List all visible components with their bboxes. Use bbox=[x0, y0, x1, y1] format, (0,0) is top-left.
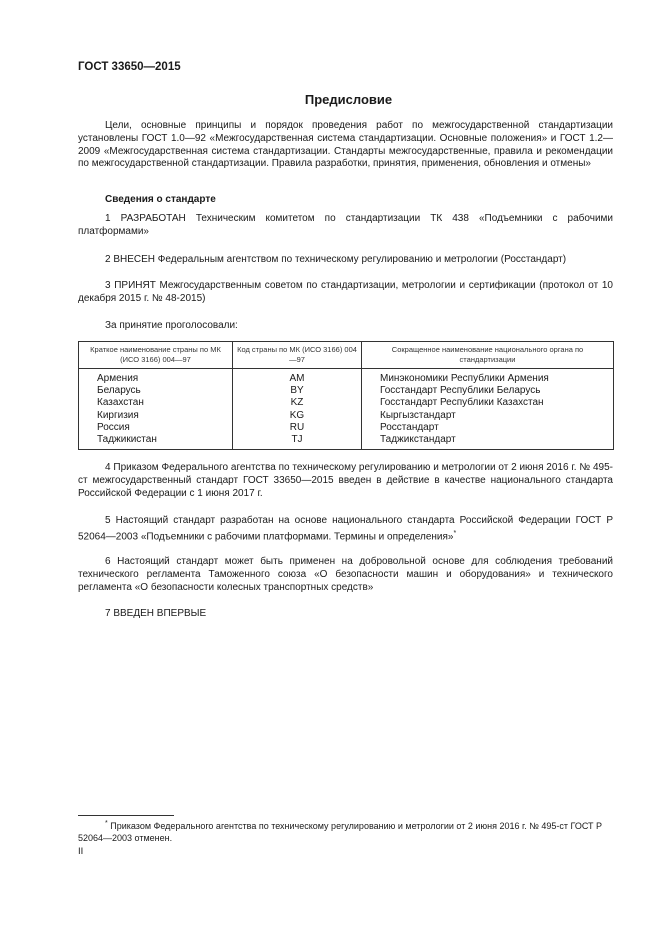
cell-code: KZ bbox=[233, 397, 362, 409]
table-header-row bbox=[79, 342, 614, 369]
footnote bbox=[78, 818, 613, 844]
cell-code: AM bbox=[233, 369, 362, 386]
cell-country: Россия bbox=[79, 422, 233, 434]
cell-country: Армения bbox=[79, 369, 233, 386]
item-2: 2 ВНЕСЕН Федеральным агентством по техническому регулированию и метрологии (Росстандарт) bbox=[105, 254, 567, 265]
item-6: 6 Настоящий стандарт может быть применен на добровольной основе для соблюдения требований технического регламента Таможенного союза «О безопасности машин и оборудования» и технического регламента «О безопасности колесных транспортных средств» bbox=[78, 556, 613, 593]
cell-body: Госстандарт Республики Казахстан bbox=[362, 397, 614, 409]
cell-code: TJ bbox=[233, 434, 362, 450]
standard-code-header: ГОСТ 33650—2015 bbox=[78, 61, 181, 73]
cell-body: Минэкономики Республики Армения bbox=[362, 369, 614, 386]
page-title: Предисловие bbox=[304, 92, 393, 107]
cell-body: Госстандарт Республики Беларусь bbox=[362, 385, 614, 397]
voting-table bbox=[78, 341, 614, 450]
intro-paragraph: Цели, основные принципы и порядок проведения работ по межгосударственной стандартизации установлены ГОСТ 1.0—92 «Межгосударственная система стандартизации. Основные положения» и ГОСТ 1.2—2009 «Межгосударственная система стандартизации. Стандарты межгосударственные, правила и рекомендации по межгосударственной стандартизации. Правила разработки, принятия, применения, обновления и отмены» bbox=[78, 120, 613, 170]
cell-country: Таджикистан bbox=[79, 434, 233, 450]
voted-label: За принятие проголосовали: bbox=[105, 320, 238, 331]
header-code: Код страны по МК (ИСО 3166) 004—97 bbox=[233, 342, 362, 369]
cell-country: Казахстан bbox=[79, 397, 233, 409]
item-4: 4 Приказом Федерального агентства по техническому регулированию и метрологии от 2 июня 2016 г. № 495-ст межгосударственный стандарт ГОСТ 33650—2015 введен в действие в качестве национального стандарта Российской Федерации с 1 июня 2017 г. bbox=[78, 462, 613, 499]
footnote-separator bbox=[78, 815, 174, 816]
cell-country: Киргизия bbox=[79, 410, 233, 422]
table-row bbox=[79, 410, 614, 422]
cell-code: BY bbox=[233, 385, 362, 397]
cell-body: Кыргызстандарт bbox=[362, 410, 614, 422]
item-3: 3 ПРИНЯТ Межгосударственным советом по стандартизации, метрологии и сертификации (протокол от 10 декабря 2015 г. № 48-2015) bbox=[78, 280, 613, 304]
cell-code: KG bbox=[233, 410, 362, 422]
table-row bbox=[79, 422, 614, 434]
item-1: 1 РАЗРАБОТАН Техническим комитетом по стандартизации ТК 438 «Подъемники с рабочими платформами» bbox=[78, 213, 613, 237]
cell-code: RU bbox=[233, 422, 362, 434]
cell-body: Таджикстандарт bbox=[362, 434, 614, 450]
footnote-reference: * bbox=[453, 529, 457, 537]
cell-country: Беларусь bbox=[79, 385, 233, 397]
header-body: Сокращенное наименование национального органа по стандартизации bbox=[362, 342, 614, 369]
item-5-text: 5 Настоящий стандарт разработан на основе национального стандарта Российской Федерации ГОСТ Р 52064—2003 «Подъемники с рабочими платформами. Термины и определения» bbox=[78, 515, 613, 543]
table-row bbox=[79, 397, 614, 409]
table-row bbox=[79, 369, 614, 386]
page-number: II bbox=[78, 846, 84, 857]
item-7: 7 ВВЕДЕН ВПЕРВЫЕ bbox=[105, 608, 207, 619]
header-country: Краткое наименование страны по МК (ИСО 3166) 004—97 bbox=[79, 342, 233, 369]
table-row bbox=[79, 385, 614, 397]
info-heading: Сведения о стандарте bbox=[105, 194, 216, 205]
footnote-mark: * bbox=[105, 820, 108, 827]
item-5 bbox=[78, 515, 613, 544]
table-row bbox=[79, 434, 614, 450]
cell-body: Росстандарт bbox=[362, 422, 614, 434]
footnote-text: Приказом Федерального агентства по техническому регулированию и метрологии от 2 июня 2016 г. № 495-ст ГОСТ Р 52064—2003 отменен. bbox=[78, 821, 603, 843]
